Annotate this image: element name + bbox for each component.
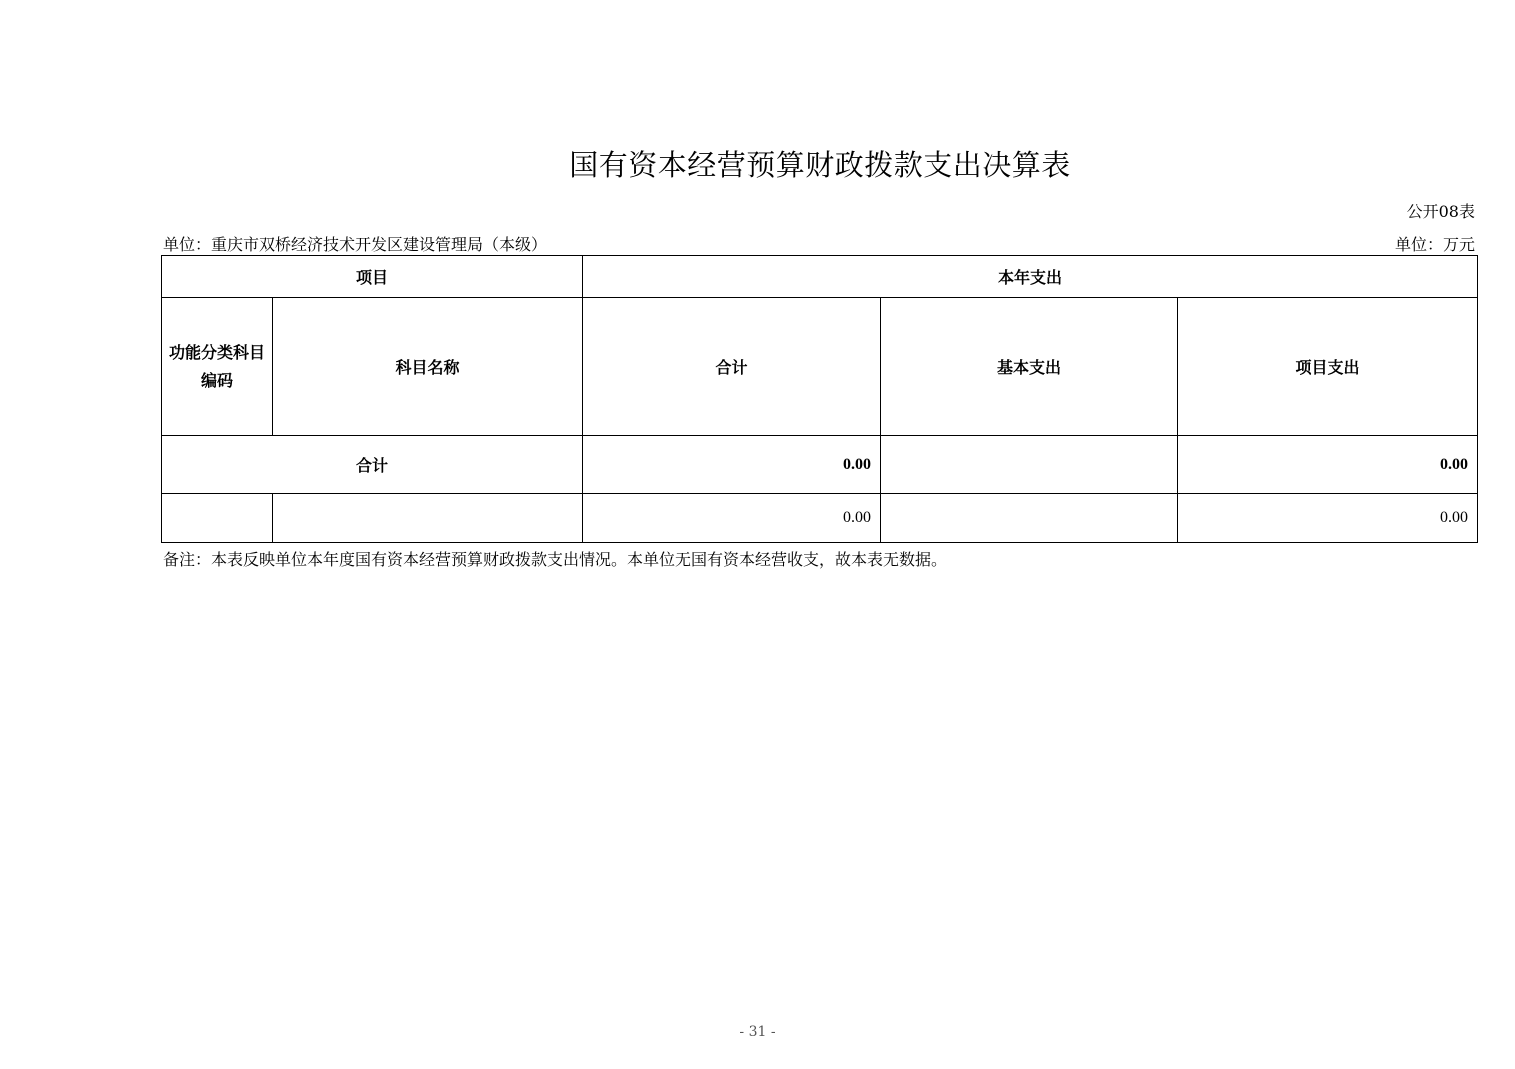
total-row-project: 0.00 bbox=[1178, 436, 1478, 494]
page-number: - 31 - bbox=[739, 1024, 776, 1040]
row-basic bbox=[881, 494, 1178, 543]
header-subject-name: 科目名称 bbox=[273, 298, 583, 436]
form-code: 公开08表 bbox=[1406, 202, 1475, 221]
total-row-total: 0.00 bbox=[583, 436, 881, 494]
total-row-label: 合计 bbox=[162, 436, 583, 494]
row-code bbox=[162, 494, 273, 543]
document-title-text: 国有资本经营预算财政拨款支出决算表 bbox=[569, 148, 1071, 182]
header-project-expenditure: 项目支出 bbox=[1178, 298, 1478, 436]
document-title bbox=[0, 143, 1515, 184]
row-total: 0.00 bbox=[583, 494, 881, 543]
table-row bbox=[162, 494, 1478, 543]
header-row-1 bbox=[162, 256, 1478, 298]
header-project: 项目 bbox=[162, 256, 583, 298]
header-row-2 bbox=[162, 298, 1478, 436]
unit-organization: 单位：重庆市双桥经济技术开发区建设管理局（本级） bbox=[163, 235, 548, 254]
header-total: 合计 bbox=[583, 298, 881, 436]
total-row-basic bbox=[881, 436, 1178, 494]
table-note: 备注：本表反映单位本年度国有资本经营预算财政拨款支出情况。本单位无国有资本经营收支，故本表无数据。 bbox=[163, 550, 948, 569]
header-function-code bbox=[162, 298, 273, 436]
total-row bbox=[162, 436, 1478, 494]
row-name bbox=[273, 494, 583, 543]
header-function-code-text: 功能分类科目编码 bbox=[169, 342, 266, 390]
budget-table bbox=[161, 255, 1478, 543]
header-basic-expenditure: 基本支出 bbox=[881, 298, 1178, 436]
row-project: 0.00 bbox=[1178, 494, 1478, 543]
unit-currency: 单位：万元 bbox=[1394, 235, 1475, 254]
header-current-year-expenditure: 本年支出 bbox=[583, 256, 1478, 298]
